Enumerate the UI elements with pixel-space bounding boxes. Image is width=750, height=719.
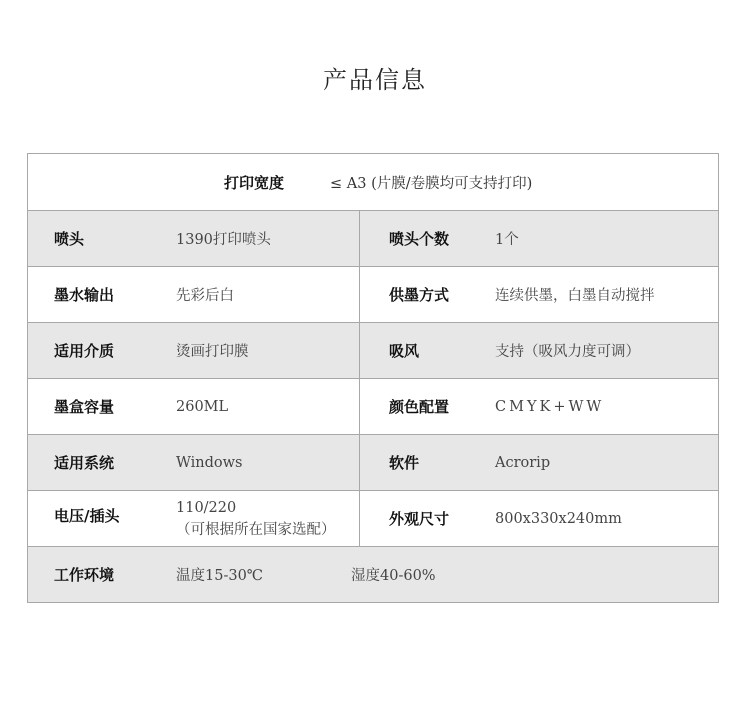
table-row [28,434,718,490]
table-row [28,490,718,546]
column-divider [359,211,360,266]
column-divider [359,435,360,490]
spec-value: 800x330x240mm [495,510,622,527]
spec-label: 适用介质 [54,342,115,360]
spec-label: 喷头 [54,230,85,248]
spec-label: 供墨方式 [389,286,450,304]
spec-label: 颜色配置 [389,398,450,416]
spec-value: Acrorip [495,454,551,471]
table-row [28,378,718,434]
column-divider [359,267,360,322]
spec-value: 连续供墨，白墨自动搅拌 [495,288,655,304]
spec-value: 烫画打印膜 [176,344,249,360]
spec-label: 墨水输出 [54,286,115,304]
spec-value: 支持（吸风力度可调） [495,344,640,360]
column-divider [359,379,360,434]
voltage-value: 110/220 [176,499,237,516]
spec-label: 吸风 [389,342,420,360]
spec-label: 软件 [389,454,420,472]
spec-value: CMYK+WW [495,398,605,415]
spec-value: 1个 [495,232,519,248]
plug-note: （可根据所在国家选配） [176,521,336,538]
spec-value: 先彩后白 [176,288,234,304]
column-divider [359,323,360,378]
spec-label: 喷头个数 [389,230,450,248]
temperature-value: 温度15-30℃ [176,568,264,584]
spec-value [176,491,336,546]
spec-value: Windows [176,454,243,471]
spec-table [27,153,719,603]
spec-value: 1390打印喷头 [176,232,271,248]
print-width-value: ≤ A3 (片膜/卷膜均可支持打印) [330,175,533,192]
spec-label: 墨盒容量 [54,398,115,416]
column-divider [359,491,360,546]
spec-value: 260ML [176,398,229,415]
page-title: 产品信息 [323,66,427,94]
humidity-value: 湿度40-60% [351,568,436,584]
spec-label: 工作环境 [54,566,115,584]
table-row [28,266,718,322]
spec-label: 外观尺寸 [389,510,450,528]
table-row-print-width [28,154,718,210]
spec-label: 电压/插头 [54,507,120,525]
table-row [28,210,718,266]
table-row-environment [28,546,718,602]
spec-label: 适用系统 [54,454,115,472]
print-width-label: 打印宽度 [224,173,285,192]
table-row [28,322,718,378]
